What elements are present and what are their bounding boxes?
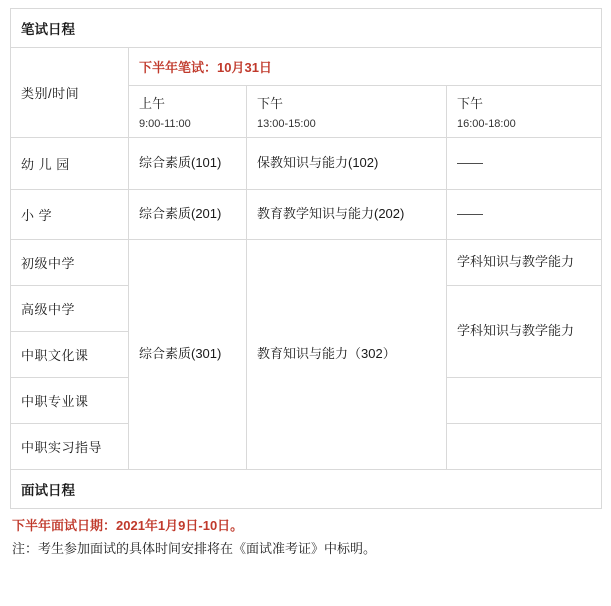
row-afternoon1-merged: 教育知识与能力（302） (257, 346, 396, 362)
column-time-afternoon-2: 16:00-18:00 (457, 118, 516, 130)
written-exam-title-row (11, 9, 602, 48)
interview-date-line (10, 509, 601, 537)
interview-title-row (11, 470, 602, 509)
row-category-junior-high: 初级中学 (21, 256, 76, 271)
column-header-afternoon-1 (247, 86, 446, 137)
column-period-morning: 上午 (139, 96, 166, 111)
row-morning-primary: 综合素质(201) (139, 206, 222, 222)
interview-date-label: 下半年面试日期： (12, 518, 117, 533)
row-afternoon2-vocational-internship (447, 439, 601, 455)
row-category-vocational-internship: 中职实习指导 (21, 440, 103, 455)
category-time-header: 类别/时间 (21, 86, 80, 101)
column-period-afternoon-2: 下午 (457, 96, 484, 111)
interview-date-value: 2021年1月9日-10日。 (116, 518, 244, 533)
row-category-vocational-major: 中职专业课 (21, 394, 89, 409)
exam-schedule-table (10, 8, 602, 509)
table-row (11, 240, 602, 286)
column-time-afternoon-1: 13:00-15:00 (257, 118, 316, 130)
column-header-morning (129, 86, 246, 137)
row-category-kindergarten: 幼 儿 园 (21, 157, 70, 172)
row-morning-merged: 综合素质(301) (139, 346, 222, 362)
row-afternoon2-kindergarten: —— (457, 155, 483, 171)
row-category-senior-high: 高级中学 (21, 302, 76, 317)
column-period-afternoon-1: 下午 (257, 96, 284, 111)
second-half-written-label: 下半年笔试： (139, 60, 218, 75)
row-morning-kindergarten: 综合素质(101) (139, 155, 222, 171)
row-afternoon2-primary: —— (457, 206, 483, 222)
row-afternoon2-junior-high: 学科知识与教学能力 (457, 254, 575, 270)
written-exam-title: 笔试日程 (21, 22, 75, 37)
row-afternoon2-vocational-major (447, 393, 601, 409)
column-time-morning: 9:00-11:00 (139, 118, 191, 130)
column-header-afternoon-2 (447, 86, 601, 137)
written-exam-date-row (11, 48, 602, 86)
row-category-primary: 小 学 (21, 208, 53, 223)
row-afternoon2-senior-high: 学科知识与教学能力 (457, 323, 575, 339)
interview-title: 面试日程 (21, 483, 75, 498)
row-category-vocational-culture: 中职文化课 (21, 348, 89, 363)
table-row (11, 138, 602, 190)
interview-note: 注：考生参加面试的具体时间安排将在《面试准考证》中标明。 (12, 540, 377, 556)
row-afternoon1-primary: 教育教学知识与能力(202) (257, 206, 405, 222)
table-row (11, 190, 602, 240)
row-afternoon1-kindergarten: 保教知识与能力(102) (257, 155, 379, 171)
second-half-written-date (129, 48, 601, 85)
second-half-written-value: 10月31日 (217, 60, 272, 75)
